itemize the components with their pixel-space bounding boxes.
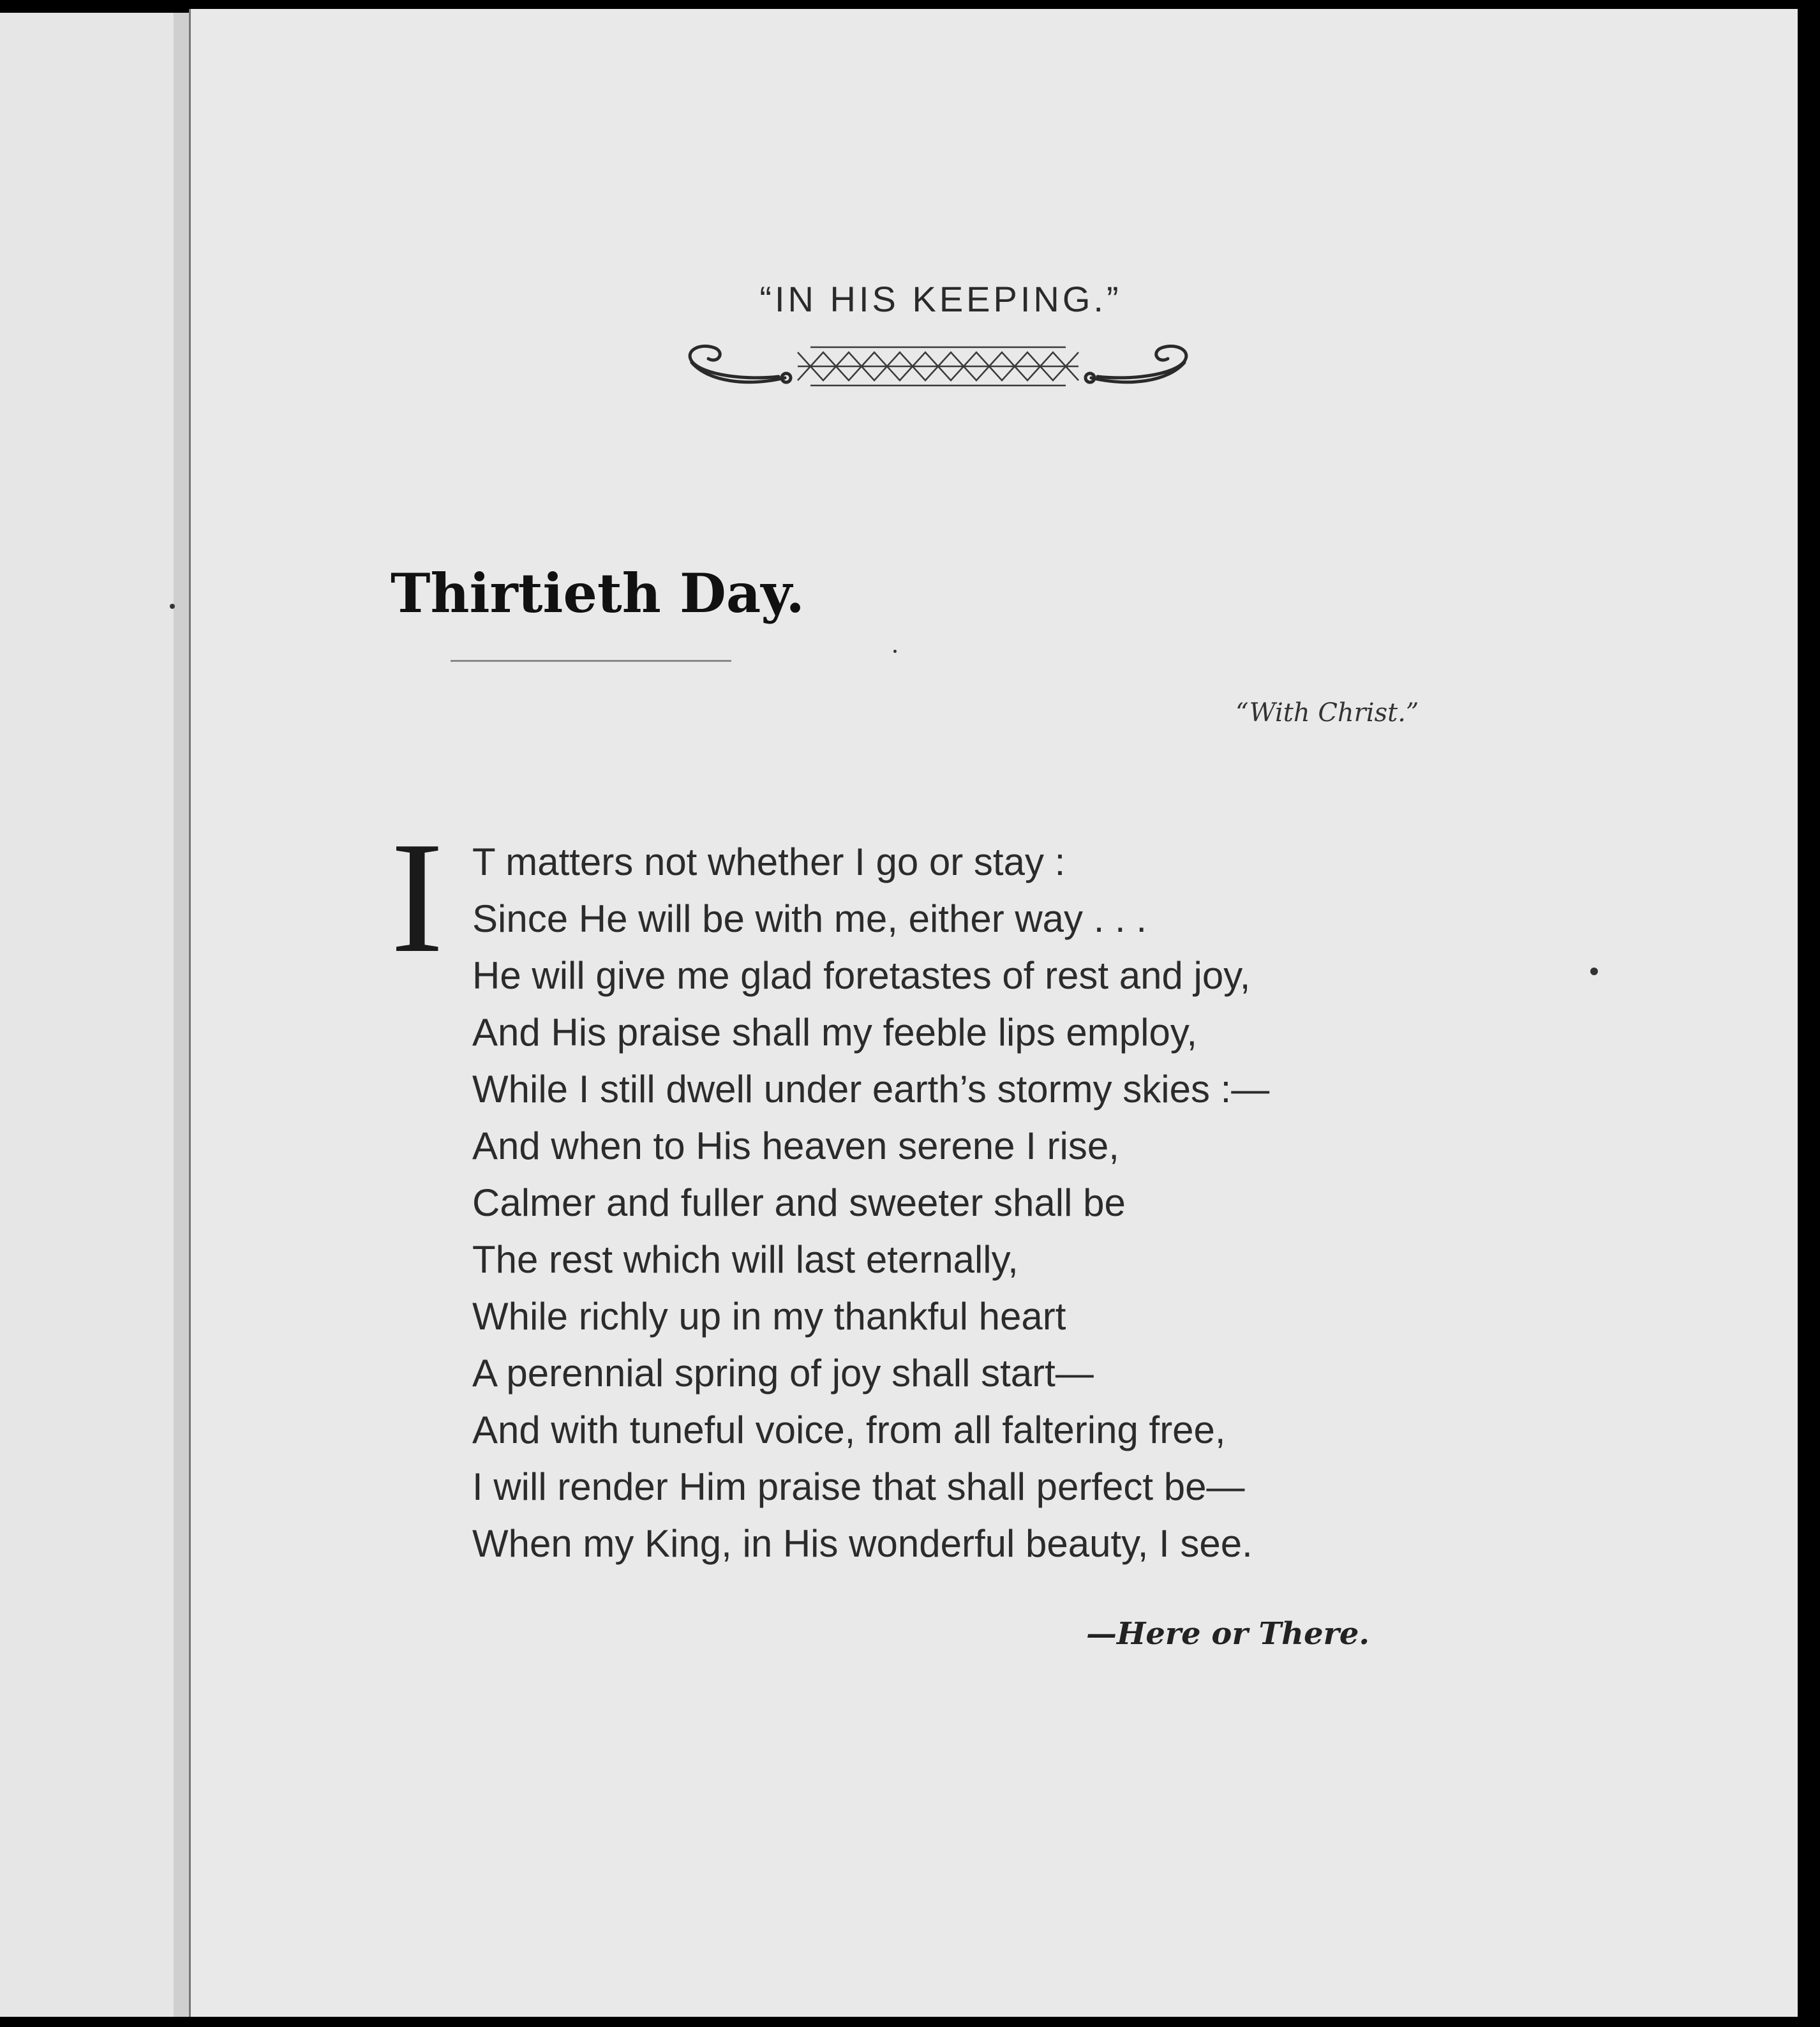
poem-line: The rest which will last eternally, [472, 1238, 1018, 1281]
poem-line: While richly up in my thankful heart [472, 1295, 1066, 1338]
decorative-ornament [683, 333, 1193, 397]
poem-line: When my King, in His wonderful beauty, I see. [472, 1522, 1253, 1565]
book-gutter [174, 13, 189, 2017]
running-title: “IN HIS KEEPING.” [759, 279, 1122, 319]
poem-line: Calmer and fuller and sweeter shall be [472, 1181, 1126, 1224]
poem-text [472, 834, 1269, 1572]
poem-line: And with tuneful voice, from all faltering free, [472, 1409, 1226, 1451]
scan-speck [170, 604, 175, 609]
poem-line: He will give me glad foretastes of rest and joy, [472, 954, 1251, 997]
epigraph: “With Christ.” [1235, 698, 1419, 728]
poem-line: T matters not whether I go or stay : [472, 841, 1066, 883]
drop-cap: I [391, 809, 444, 986]
poem-attribution: —Here or There. [1086, 1616, 1370, 1652]
day-heading: Thirtieth Day. [391, 562, 805, 625]
poem-line: While I still dwell under earth’s stormy skies :— [472, 1068, 1270, 1111]
poem-line: And when to His heaven serene I rise, [472, 1125, 1119, 1167]
poem-line: Since He will be with me, either way . . . [472, 897, 1147, 940]
left-page-edge [0, 13, 175, 2017]
poem-line: I will render Him praise that shall perfect be— [472, 1465, 1245, 1508]
scan-speck [893, 650, 897, 653]
scan-speck [1590, 968, 1598, 975]
heading-rule [451, 660, 731, 662]
poem-line: And His praise shall my feeble lips employ, [472, 1011, 1198, 1054]
poem-line: A perennial spring of joy shall start— [472, 1352, 1094, 1395]
